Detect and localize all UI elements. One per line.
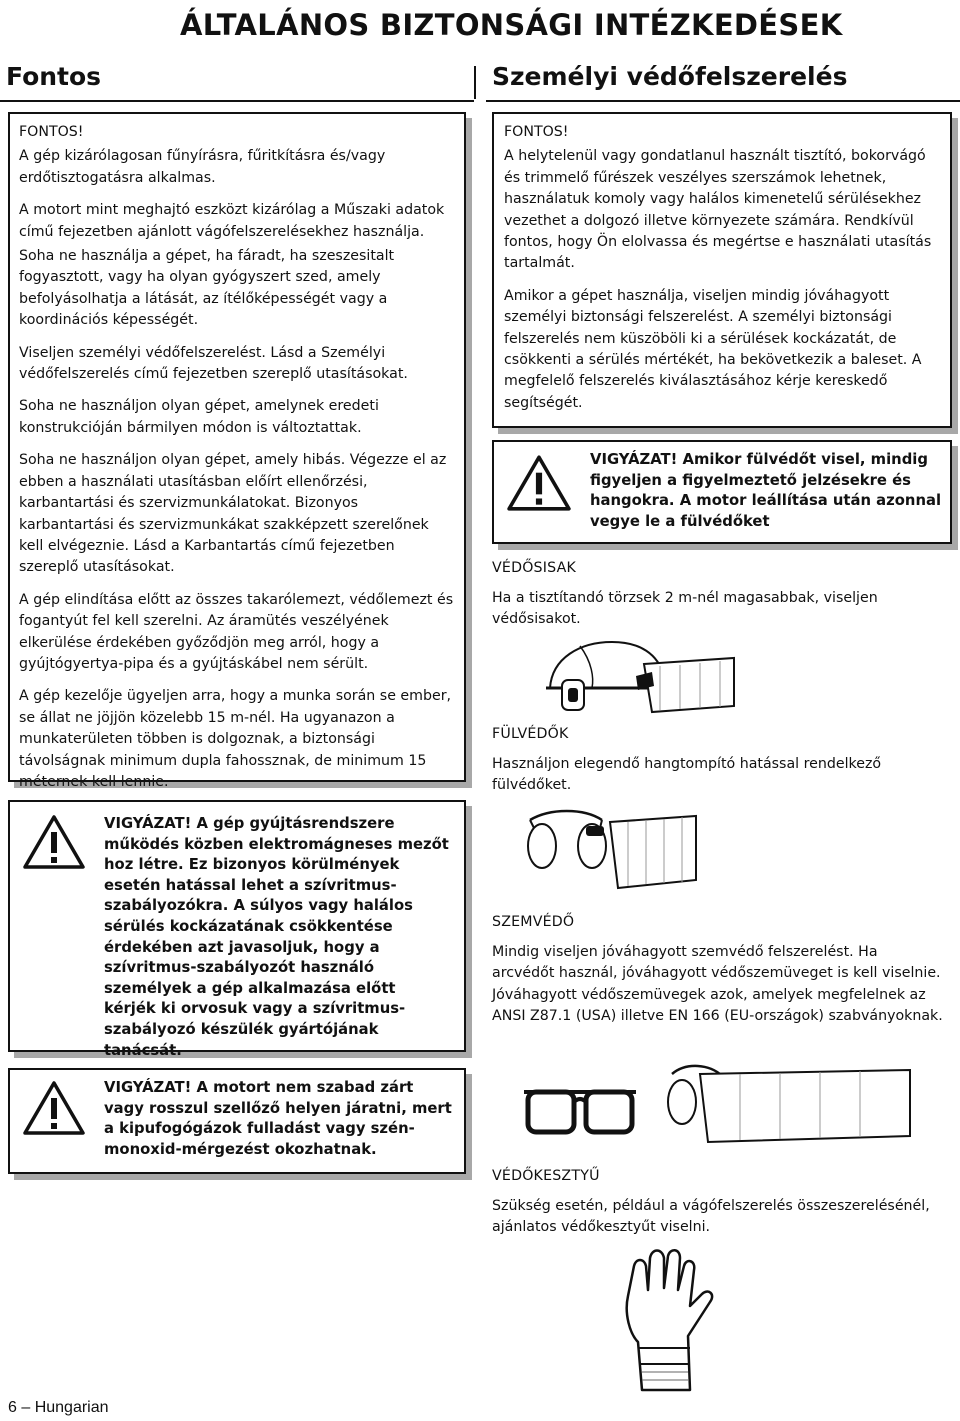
gloves-text: Szükség esetén, például a vágófelszerelés összeszerelésénél, ajánlatos védőkesztyűt viselni. [492,1198,930,1236]
glove-icon [612,1244,722,1394]
ear-protectors-heading: FÜLVÉDŐK [492,726,569,742]
ear-protectors-text: Használjon elegendő hangtompító hatással rendelkező fülvédőket. [492,756,882,794]
left-fontos-label: FONTOS! [19,124,84,140]
safety-glasses-icon [520,1080,640,1140]
warning-triangle-icon [506,454,572,512]
right-column-title: Személyi védőfelszerelés [492,62,848,91]
left-paragraph: Soha ne használjon olyan gépet, amelynek eredeti konstrukcióján bármilyen módon is változtattak. [19,398,379,436]
left-paragraph: Soha ne használjon olyan gépet, amely hibás. Végezze el az ebben a használati utasításban előírt ellenőrzési, karbantartási és szervizmunkálatokat. Bizonyos karbantartási és szervizmunkákat szakképzett szerelőnek kell elvégeznie. Lásd a Karbantartás című fejezetben szereplő utasításokat. [19,452,447,576]
eye-protection-text: Mindig viseljen jóváhagyott szemvédő felszerelést. Ha arcvédőt használ, jóváhagyott védőszemüveget is kell viselnie. Jóváhagyott védőszemüvegek azok, amelyek megfelelnek az ANSI Z87.1 (USA) illetve EN 166 (EU-országok) szabványoknak. [492,944,943,1025]
left-paragraph: A gép kezelője ügyeljen arra, hogy a munka során se ember, se állat ne jöjjön közelebb 15 m-nél. Ha ugyanazon a munkaterületen többen is dolgoznak, a biztonsági távolságnak minimum dupla fahossznak, de minimum 15 méternek kell lennie. [19,688,452,790]
pacemaker-warning-box [8,800,466,1059]
left-column-title: Fontos [6,62,102,91]
left-paragraph: Viseljen személyi védőfelszerelést. Lásd a Személyi védőfelszerelés című fejezetben szereplő utasításokat. [19,344,408,383]
left-paragraph: A gép kizárólagosan fűnyírásra, fűritkításra és/vagy erdőtisztogatásra alkalmas. [19,148,386,186]
right-fontos-label: FONTOS! [504,124,569,140]
page-footer: 6 – Hungarian [8,1399,109,1416]
exhaust-warning-box [8,1068,466,1174]
left-paragraph: Soha ne használja a gépet, ha fáradt, ha szeszesitalt fogyasztott, vagy ha olyan gyógyszert szed, amely befolyásolhatja a látását, az ítélőképességét vagy a koordinációs képességét. [19,248,395,329]
helmet-icon [540,636,740,716]
page-header-title: ÁLTALÁNOS BIZTONSÁGI INTÉZKEDÉSEK [180,8,843,42]
face-shield-icon [660,1056,920,1146]
exhaust-warning-text: VIGYÁZAT! A motort nem szabad zárt vagy rosszul szellőző helyen járatni, mert a kipufogógázok fulladást vagy szén-monoxid-mérgezést okozhatnak. [104,1079,452,1158]
helmet-text: Ha a tisztítandó törzsek 2 m-nél magasabbak, viseljen védősisakot. [492,590,878,628]
left-paragraph: A motort mint meghajtó eszközt kizárólag a Műszaki adatok című fejezetben ajánlott vágófelszerelésekhez használja. [19,202,445,240]
ear-warning-box [492,440,952,544]
right-info-box [492,112,952,428]
right-paragraph: A helytelenül vagy gondatlanul használt tisztító, bokorvágó és trimmelő fűrészek veszélyes szerszámok lehetnek, használatuk komoly vagy halálos kimenetelű sérülésekhez vezethet a dolgozó illetve környezete számára. Rendkívül fontos, hogy Ön elolvassa és megértse e használati utasítás tartalmát. [504,148,932,272]
right-paragraph: Amikor a gépet használja, viseljen mindig jóváhagyott személyi biztonsági felszerelést. A személyi biztonsági felszerelés nem küszöböli ki a sérülések kockázatát, de csökkenti a sérülés mértékét, ha bekövetkezik a baleset. A megfelelő felszerelés kiválasztásához kérje kereskedő segítségét. [504,287,922,411]
warning-triangle-icon [22,814,86,870]
ear-protector-icon [520,806,720,896]
left-info-box [8,112,466,790]
ear-warning-text: VIGYÁZAT! Amikor fülvédőt visel, mindig figyeljen a figyelmeztető jelzésekre és hangokra. A motor leállítása után azonnal vegye le a fülvédőket [590,451,942,530]
eye-protection-heading: SZEMVÉDŐ [492,914,575,930]
pacemaker-warning-text: VIGYÁZAT! A gép gyújtásrendszere működés közben elektromágneses mezőt hoz létre. Ez bizonyos körülmények esetén hatással lehet a szívritmus-szabályozókra. A súlyos vagy halálos sérülés kockázatának csökkentése érdekében azt javasoljuk, hogy a szívritmus-szabályozót használó személyek a gép alkalmazása előtt kérjék ki orvosuk vagy a szívritmus-szabályozó készülék gyártójának tanácsát. [104,815,449,1059]
left-header-rule [0,100,474,102]
gloves-heading: VÉDŐKESZTYŰ [492,1168,600,1184]
right-header-rule [486,100,960,102]
left-paragraph: A gép elindítása előtt az összes takarólemezt, védőlemezt és fogantyút fel kell szerelni. Az áramütés veszélyének elkerülése érdekében győződjön meg arról, hogy a gyújtógyertya-pipa és a gyújtáskábel nem sérült. [19,591,454,672]
helmet-heading: VÉDŐSISAK [492,560,577,576]
warning-triangle-icon [22,1080,86,1136]
header-divider [474,66,476,99]
